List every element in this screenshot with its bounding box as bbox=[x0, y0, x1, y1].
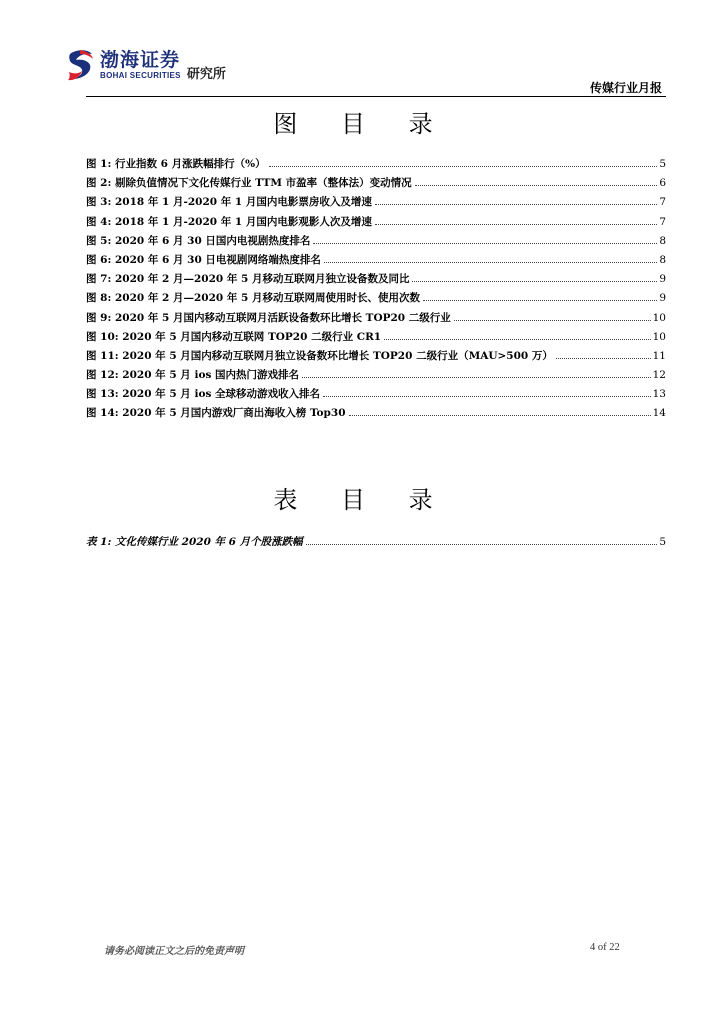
toc-item-figure-12[interactable] bbox=[86, 367, 666, 386]
dot-leader bbox=[302, 377, 651, 378]
toc-item-page: 8 bbox=[659, 253, 666, 266]
toc-item-label: 图 3: 2018 年 1 月-2020 年 1 月国内电影票房收入及增速 bbox=[86, 196, 372, 209]
page-header bbox=[0, 0, 724, 100]
toc-item-label: 图 13: 2020 年 5 月 ios 全球移动游戏收入排名 bbox=[86, 388, 321, 401]
toc-item-label: 图 4: 2018 年 1 月-2020 年 1 月国内电影观影人次及增速 bbox=[86, 215, 372, 228]
toc-item-figure-11[interactable] bbox=[86, 348, 666, 367]
institute-name: 研究所 bbox=[186, 66, 226, 82]
header-divider bbox=[86, 96, 666, 97]
dot-leader bbox=[269, 166, 658, 167]
toc-item-page: 7 bbox=[659, 215, 666, 228]
toc-item-page: 10 bbox=[652, 311, 666, 324]
toc-item-page: 9 bbox=[659, 292, 666, 305]
toc-item-page: 9 bbox=[659, 273, 666, 286]
table-list bbox=[86, 534, 666, 553]
toc-item-page: 7 bbox=[659, 196, 666, 209]
table-list-title: 表 目 录 bbox=[273, 486, 451, 514]
toc-item-figure-10[interactable] bbox=[86, 329, 666, 348]
toc-item-label: 图 7: 2020 年 2 月—2020 年 5 月移动互联网月独立设备数及同比 bbox=[86, 273, 410, 286]
toc-item-figure-2[interactable] bbox=[86, 175, 666, 194]
dot-leader bbox=[384, 339, 651, 340]
dot-leader bbox=[324, 262, 657, 263]
toc-item-page: 10 bbox=[652, 330, 666, 343]
toc-item-figure-9[interactable] bbox=[86, 310, 666, 329]
dot-leader bbox=[323, 396, 651, 397]
toc-item-label: 图 10: 2020 年 5 月国内移动互联网 TOP20 二级行业 CR1 bbox=[86, 330, 382, 343]
company-logo bbox=[66, 48, 226, 82]
toc-item-label: 图 14: 2020 年 5 月国内游戏厂商出海收入榜 Top30 bbox=[86, 407, 346, 420]
toc-item-page: 5 bbox=[659, 158, 666, 170]
dot-leader bbox=[375, 204, 657, 205]
toc-item-page: 12 bbox=[652, 369, 666, 382]
figure-list bbox=[86, 156, 666, 425]
toc-item-figure-3[interactable] bbox=[86, 194, 666, 213]
toc-item-page: 13 bbox=[652, 388, 666, 401]
toc-item-figure-4[interactable] bbox=[86, 214, 666, 233]
toc-item-label: 图 5: 2020 年 6 月 30 日国内电视剧热度排名 bbox=[86, 234, 311, 247]
logo-english-name: BOHAI SECURITIES bbox=[100, 70, 181, 80]
dot-leader bbox=[313, 243, 657, 244]
dot-leader bbox=[556, 358, 651, 359]
figure-list-title: 图 目 录 bbox=[273, 110, 451, 138]
toc-item-page: 11 bbox=[652, 349, 666, 362]
disclaimer-note: 请务必阅读正文之后的免责声明 bbox=[104, 946, 244, 957]
toc-item-page: 6 bbox=[659, 177, 666, 190]
dot-leader bbox=[412, 281, 657, 282]
toc-item-label: 图 11: 2020 年 5 月国内移动互联网月独立设备数环比增长 TOP20 二级行业（MAU>500 万） bbox=[86, 349, 553, 362]
dot-leader bbox=[306, 544, 658, 545]
dot-leader bbox=[415, 185, 658, 186]
toc-item-label: 图 1: 行业指数 6 月涨跌幅排行（%） bbox=[86, 158, 266, 170]
toc-item-page: 14 bbox=[652, 407, 666, 420]
toc-item-figure-6[interactable] bbox=[86, 252, 666, 271]
toc-item-figure-7[interactable] bbox=[86, 271, 666, 290]
toc-item-figure-5[interactable] bbox=[86, 233, 666, 252]
toc-item-label: 表 1: 文化传媒行业 2020 年 6 月个股涨跌幅 bbox=[86, 536, 303, 548]
toc-item-label: 图 8: 2020 年 2 月—2020 年 5 月移动互联网周使用时长、使用次数 bbox=[86, 292, 420, 305]
dot-leader bbox=[454, 320, 651, 321]
report-type: 传媒行业月报 bbox=[589, 81, 662, 95]
dot-leader bbox=[423, 300, 657, 301]
toc-item-page: 5 bbox=[659, 536, 666, 548]
toc-item-label: 图 6: 2020 年 6 月 30 日电视剧网络端热度排名 bbox=[86, 253, 321, 266]
toc-item-label: 图 9: 2020 年 5 月国内移动互联网月活跃设备数环比增长 TOP20 二级行业 bbox=[86, 311, 451, 324]
page-number: 4 of 22 bbox=[590, 942, 620, 953]
dot-leader bbox=[375, 224, 657, 225]
toc-item-label: 图 2: 剔除负值情况下文化传媒行业 TTM 市盈率（整体法）变动情况 bbox=[86, 177, 412, 190]
logo-chinese-name: 渤海证券 bbox=[100, 48, 181, 71]
bohai-logo-icon bbox=[66, 48, 96, 82]
toc-item-figure-14[interactable] bbox=[86, 405, 666, 424]
toc-item-label: 图 12: 2020 年 5 月 ios 国内热门游戏排名 bbox=[86, 369, 300, 382]
toc-item-figure-8[interactable] bbox=[86, 290, 666, 309]
toc-item-figure-13[interactable] bbox=[86, 386, 666, 405]
toc-item-page: 8 bbox=[659, 234, 666, 247]
dot-leader bbox=[349, 415, 651, 416]
toc-item-table-1[interactable] bbox=[86, 534, 666, 553]
toc-item-figure-1[interactable] bbox=[86, 156, 666, 175]
